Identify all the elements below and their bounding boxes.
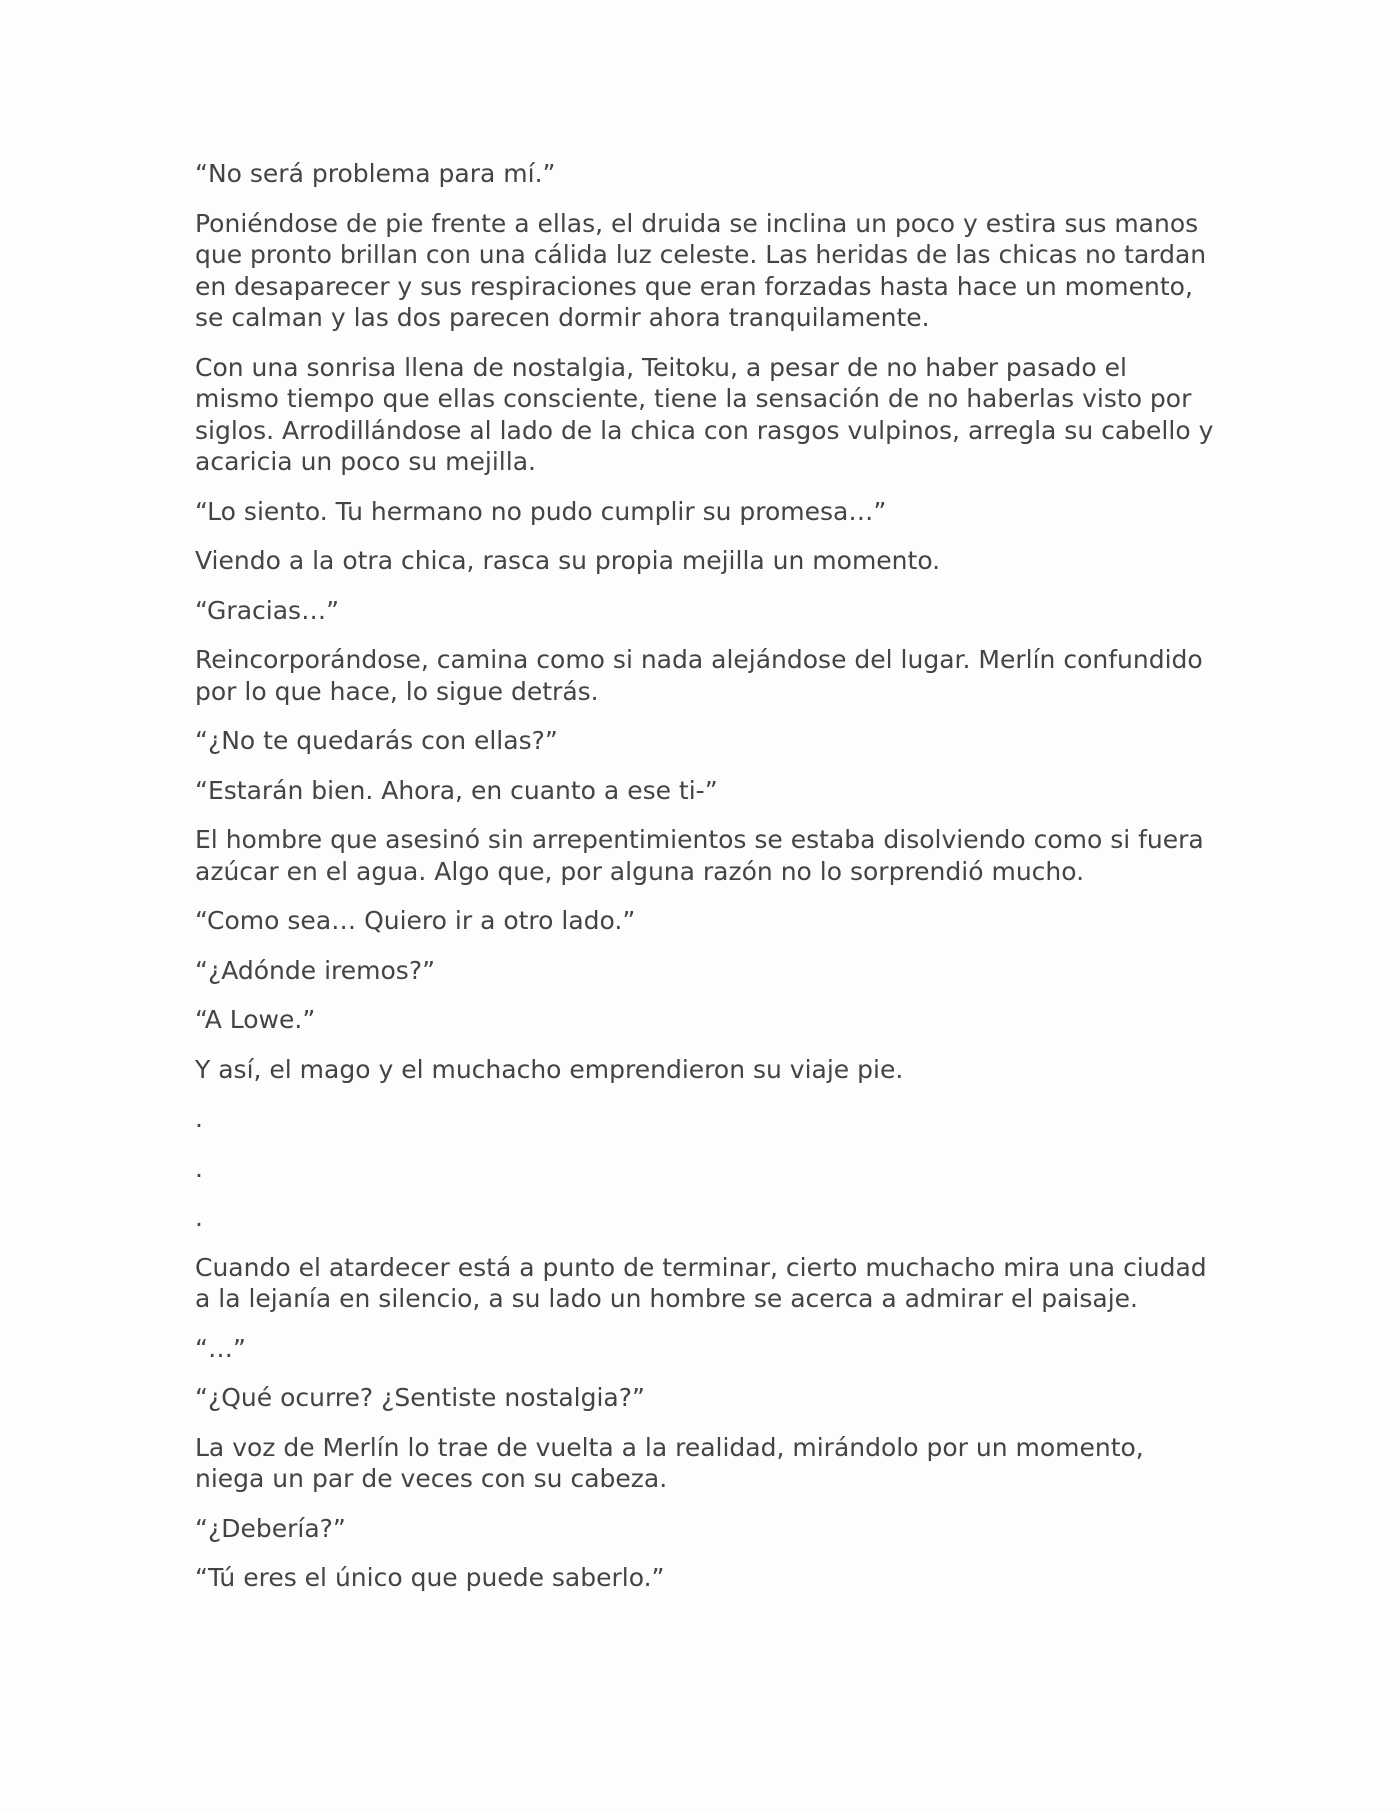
paragraph: Reincorporándose, camina como si nada alejándose del lugar. Merlín confundido por lo que hace, lo sigue detrás.	[195, 645, 1203, 706]
paragraph: Viendo a la otra chica, rasca su propia mejilla un momento.	[195, 546, 941, 575]
paragraph: Cuando el atardecer está a punto de terminar, cierto muchacho mira una ciudad a la lejanía en silencio, a su lado un hombre se acerca a admirar el paisaje.	[195, 1252, 1207, 1313]
paragraph: “¿No te quedarás con ellas?”	[195, 726, 558, 755]
paragraph: “Lo siento. Tu hermano no pudo cumplir su promesa…”	[195, 496, 887, 526]
paragraph: “…”	[195, 1333, 246, 1363]
paragraph: Y así, el mago y el muchacho emprendieron su viaje pie.	[195, 1054, 904, 1084]
paragraph: “Como sea… Quiero ir a otro lado.”	[195, 906, 636, 935]
paragraph: “No será problema para mí.”	[195, 159, 556, 188]
document-page	[195, 158, 1215, 1612]
scene-break-dot: .	[195, 1104, 203, 1133]
paragraph: “Gracias…”	[195, 595, 340, 625]
paragraph: Poniéndose de pie frente a ellas, el druida se inclina un poco y estira sus manos que pronto brillan con una cálida luz celeste. Las heridas de las chicas no tardan en desaparecer y sus respiraciones que eran forzadas hasta hace un momento, se calman y las dos parecen dormir ahora tranquilamente.	[195, 208, 1207, 332]
paragraph: “A Lowe.”	[195, 1005, 316, 1034]
scene-break-dot: .	[195, 1153, 203, 1183]
scene-break-dot: .	[195, 1203, 203, 1232]
paragraph: “Tú eres el único que puede saberlo.”	[195, 1563, 665, 1592]
paragraph: “Estarán bien. Ahora, en cuanto a ese ti-”	[195, 775, 718, 805]
paragraph: “¿Adónde iremos?”	[195, 955, 436, 985]
paragraph: “¿Debería?”	[195, 1513, 346, 1543]
paragraph: Con una sonrisa llena de nostalgia, Teitoku, a pesar de no haber pasado el mismo tiempo que ellas consciente, tiene la sensación de no haberlas visto por siglos. Arrodillándose al lado de la chica con rasgos vulpinos, arregla su cabello y acaricia un poco su mejilla.	[195, 352, 1214, 476]
paragraph: La voz de Merlín lo trae de vuelta a la realidad, mirándolo por un momento, niega un par de veces con su cabeza.	[195, 1432, 1144, 1493]
paragraph: El hombre que asesinó sin arrepentimientos se estaba disolviendo como si fuera azúcar en el agua. Algo que, por alguna razón no lo sorprendió mucho.	[195, 825, 1204, 886]
paragraph: “¿Qué ocurre? ¿Sentiste nostalgia?”	[195, 1383, 645, 1412]
